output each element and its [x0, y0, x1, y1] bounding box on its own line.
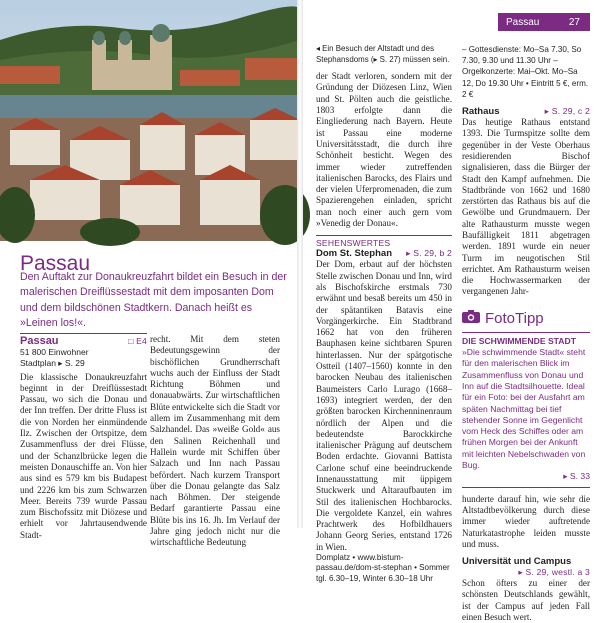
tip-text: »Die schwimmende Stadt« steht für den malerischen Blick im Zusammenfluss von Donau und Inn auf die Stadtsilhouette. Ideal für ein Foto: bei der Ausfahrt am späten Nachmittag bei tief stehender Sonne im Gegenlicht vom Heck des Schiffes oder am frühen Morgen bei der Ankunft mit leichten Nebelschwaden von Bug.	[462, 347, 586, 471]
city-info-block	[20, 333, 147, 541]
body-text-col1: Die klassische Donaukreuzfahrt beginnt in der Dreiflüssestadt Passau, wo sich die Donau und der Inn treffen. Der dritte Fluss ist die von Norden her einmündende Ilz. Zwischen der Ortspitze, dem Zusammenfluss der drei Flüsse, und der Schanzlbrücke legen die meisten Donauschiffe an. Von hier aus sind es 579 km bis Budapest und 2226 km bis zum Schwarzen Meer. Bereits 739 wurde Passau zum Bischofssitz mit Diözese und erhielt vor Jahrtausendwende Stadt-	[20, 371, 147, 540]
dom-info: Domplatz • www.bistum-passau.de/dom-st-stephan • Sommer tgl. 6.30–19, Winter 6.30–18 Uhr	[316, 553, 450, 583]
map-ref: □ E4	[128, 336, 147, 346]
sights-label: SEHENSWERTES	[316, 238, 391, 249]
passau-cityscape-photo	[0, 0, 300, 241]
header-section: Passau	[506, 16, 540, 28]
right-column-2	[462, 44, 590, 623]
running-header	[498, 13, 590, 31]
uni-text: Schon öfters zu einer der schönsten Deutschlands gewählt, ist der Campus auf jeden Fall einen Besuch wert.	[462, 578, 590, 622]
rathaus-title: Rathaus	[462, 106, 500, 118]
page-gutter	[297, 0, 303, 528]
divider	[316, 235, 452, 236]
dom-text: Der Dom, erbaut auf der höchsten Stelle zwischen Donau und Inn, wird als Bischofskirche erstmals 730 erwähnt und besaß bereits um 450 in der spätantiken Batavis eine Vorgängerkirche. Ein Stadtbrand 1662 hat von den früheren Bauphasen keine sichtbaren Spuren hinterlassen. Nur der spätgotische Ostteil (1407–1560) konnte in den barocken Neubau des italienischen Baumeisters Carlo Lurago (1668–1693) integriert werden, der den größten barocken Kirchenninenraum nördlich der Alpen und die bedeutendste Barockkirche italienischer Prägung auf deutschem Boden erdachte. Giovanni Battista Carlone schuf eine beeindruckende Innenausstattung mit üppigem Stuckwerk und Altaraufbauten im Stil des italienischen Hochbarocks. Die vergoldete Kanzel, ein wahres Prachtwerk des Hofbildhauers Johann Georg Series, entstand 1726 in Wien.	[316, 259, 452, 552]
intro-text: Den Auftakt zur Donaukreuzfahrt bildet ein Besuch in der malerischen Dreiflüssestadt mit dem imposanten Dom und dem bildschönen Stadtkern. Danach heißt es »Leinen los!«.	[20, 271, 287, 330]
city-plan-ref: Stadtplan ▸ S. 29	[20, 358, 85, 369]
photo-caption: ◂ Ein Besuch der Altstadt und des Stephansdoms (▸ S. 27) müssen sein.	[316, 44, 450, 64]
uni-title: Universität und Campus	[462, 556, 572, 568]
population: 51 800 Einwohner	[20, 347, 89, 357]
tip-heading: DIE SCHWIMMENDE STADT	[462, 335, 576, 346]
page-title: Passau	[20, 252, 91, 275]
right-column-1	[316, 44, 452, 584]
dom-map-ref: ▸ S. 29, b 2	[406, 248, 452, 259]
dom-title: Dom St. Stephan	[316, 248, 393, 260]
fototipp-label: FotoTipp	[485, 310, 544, 328]
body-text-col3: der Stadt verloren, sondern mit der Gründung der Diözesen Linz, Wien und St. Pölten auch die geistliche. 1803 erfolgte dann die Eingliederung nach Bayern. Heute ist Passau eine moderne Universitätsstadt, die durch ihre Schönheit besticht. Wegen des immer wieder zutreffenden italienischen Barocks, des Flairs und der vielen Uferpromenaden, die zum Spazierengehen einladen, spricht man noch einer auch gern vom »Venedig der Donau«.	[316, 71, 452, 229]
tip-ref: ▸ S. 33	[563, 471, 590, 482]
rathaus-text-cont: hunderte darauf hin, wie sehr die Altstadtbevölkerung durch diese immer wieder auftretende Naturkatastrophe leiden musste und muss.	[462, 493, 590, 549]
fototipp-box	[462, 332, 590, 488]
camera-icon	[462, 310, 480, 328]
page-number: 27	[568, 16, 580, 28]
dom-hours: – Gottesdienste: Mo–Sa 7.30, So 7.30, 9.30 und 11.30 Uhr – Orgelkonzerte: Mai–Okt. Mo–Sa 12, Do 19.30 Uhr • Eintritt 5 €, erm. 2 €	[462, 45, 589, 99]
rathaus-text: Das heutige Rathaus entstand 1393. Die Turmspitze sollte dem gegenüber in der Veste Oberhaus residierenden Bischof signalisieren, dass die Bürger der Stadt den Kampf aufnehmen. Die Stadtbrände von 1662 und 1680 zerstörten das Rathaus bis auf die Gewölbe und Grundmauern. Der alte Rathausturm musste wegen Baufälligkeit 1811 abgetragen werden. 1891 wurde ein neuer Turm im neugotischen Stil errichtet. Am Rathausturm weisen die Hochwassermarken der vergangenen Jahr-	[462, 117, 590, 297]
body-text-col2: recht. Mit dem steten Bedeutungsgewinn der bischöflichen Grundherrschaft wuchs auch der Einfluss der Stadt Richtung Böhmen und donauabwärts. Zur wirtschaftlichen Blüte entwickelte sich die Stadt vor allem im Zusammenhang mit dem Salzhandel. Das »weiße Gold« aus den Salinen Reichenhall und Hallein wurde mit Schiffen über Salzach und Inn nach Passau befördert. Nach kurzem Transport über die Donau gelangte das Salz nach Böhmen. Der steigende Bedarf garantierte Passau eine Blüte bis ins 16. Jh. Im Verlauf der Jahre ging jedoch nicht nur die wirtschaftliche Bedeutung	[150, 334, 281, 548]
fototipp-header	[462, 310, 590, 328]
uni-map-ref: ▸ S. 29, westl. a 3	[518, 567, 590, 578]
rathaus-map-ref: ▸ S. 29, c 2	[544, 106, 590, 117]
divider	[20, 333, 147, 334]
city-heading: Passau	[20, 335, 59, 347]
